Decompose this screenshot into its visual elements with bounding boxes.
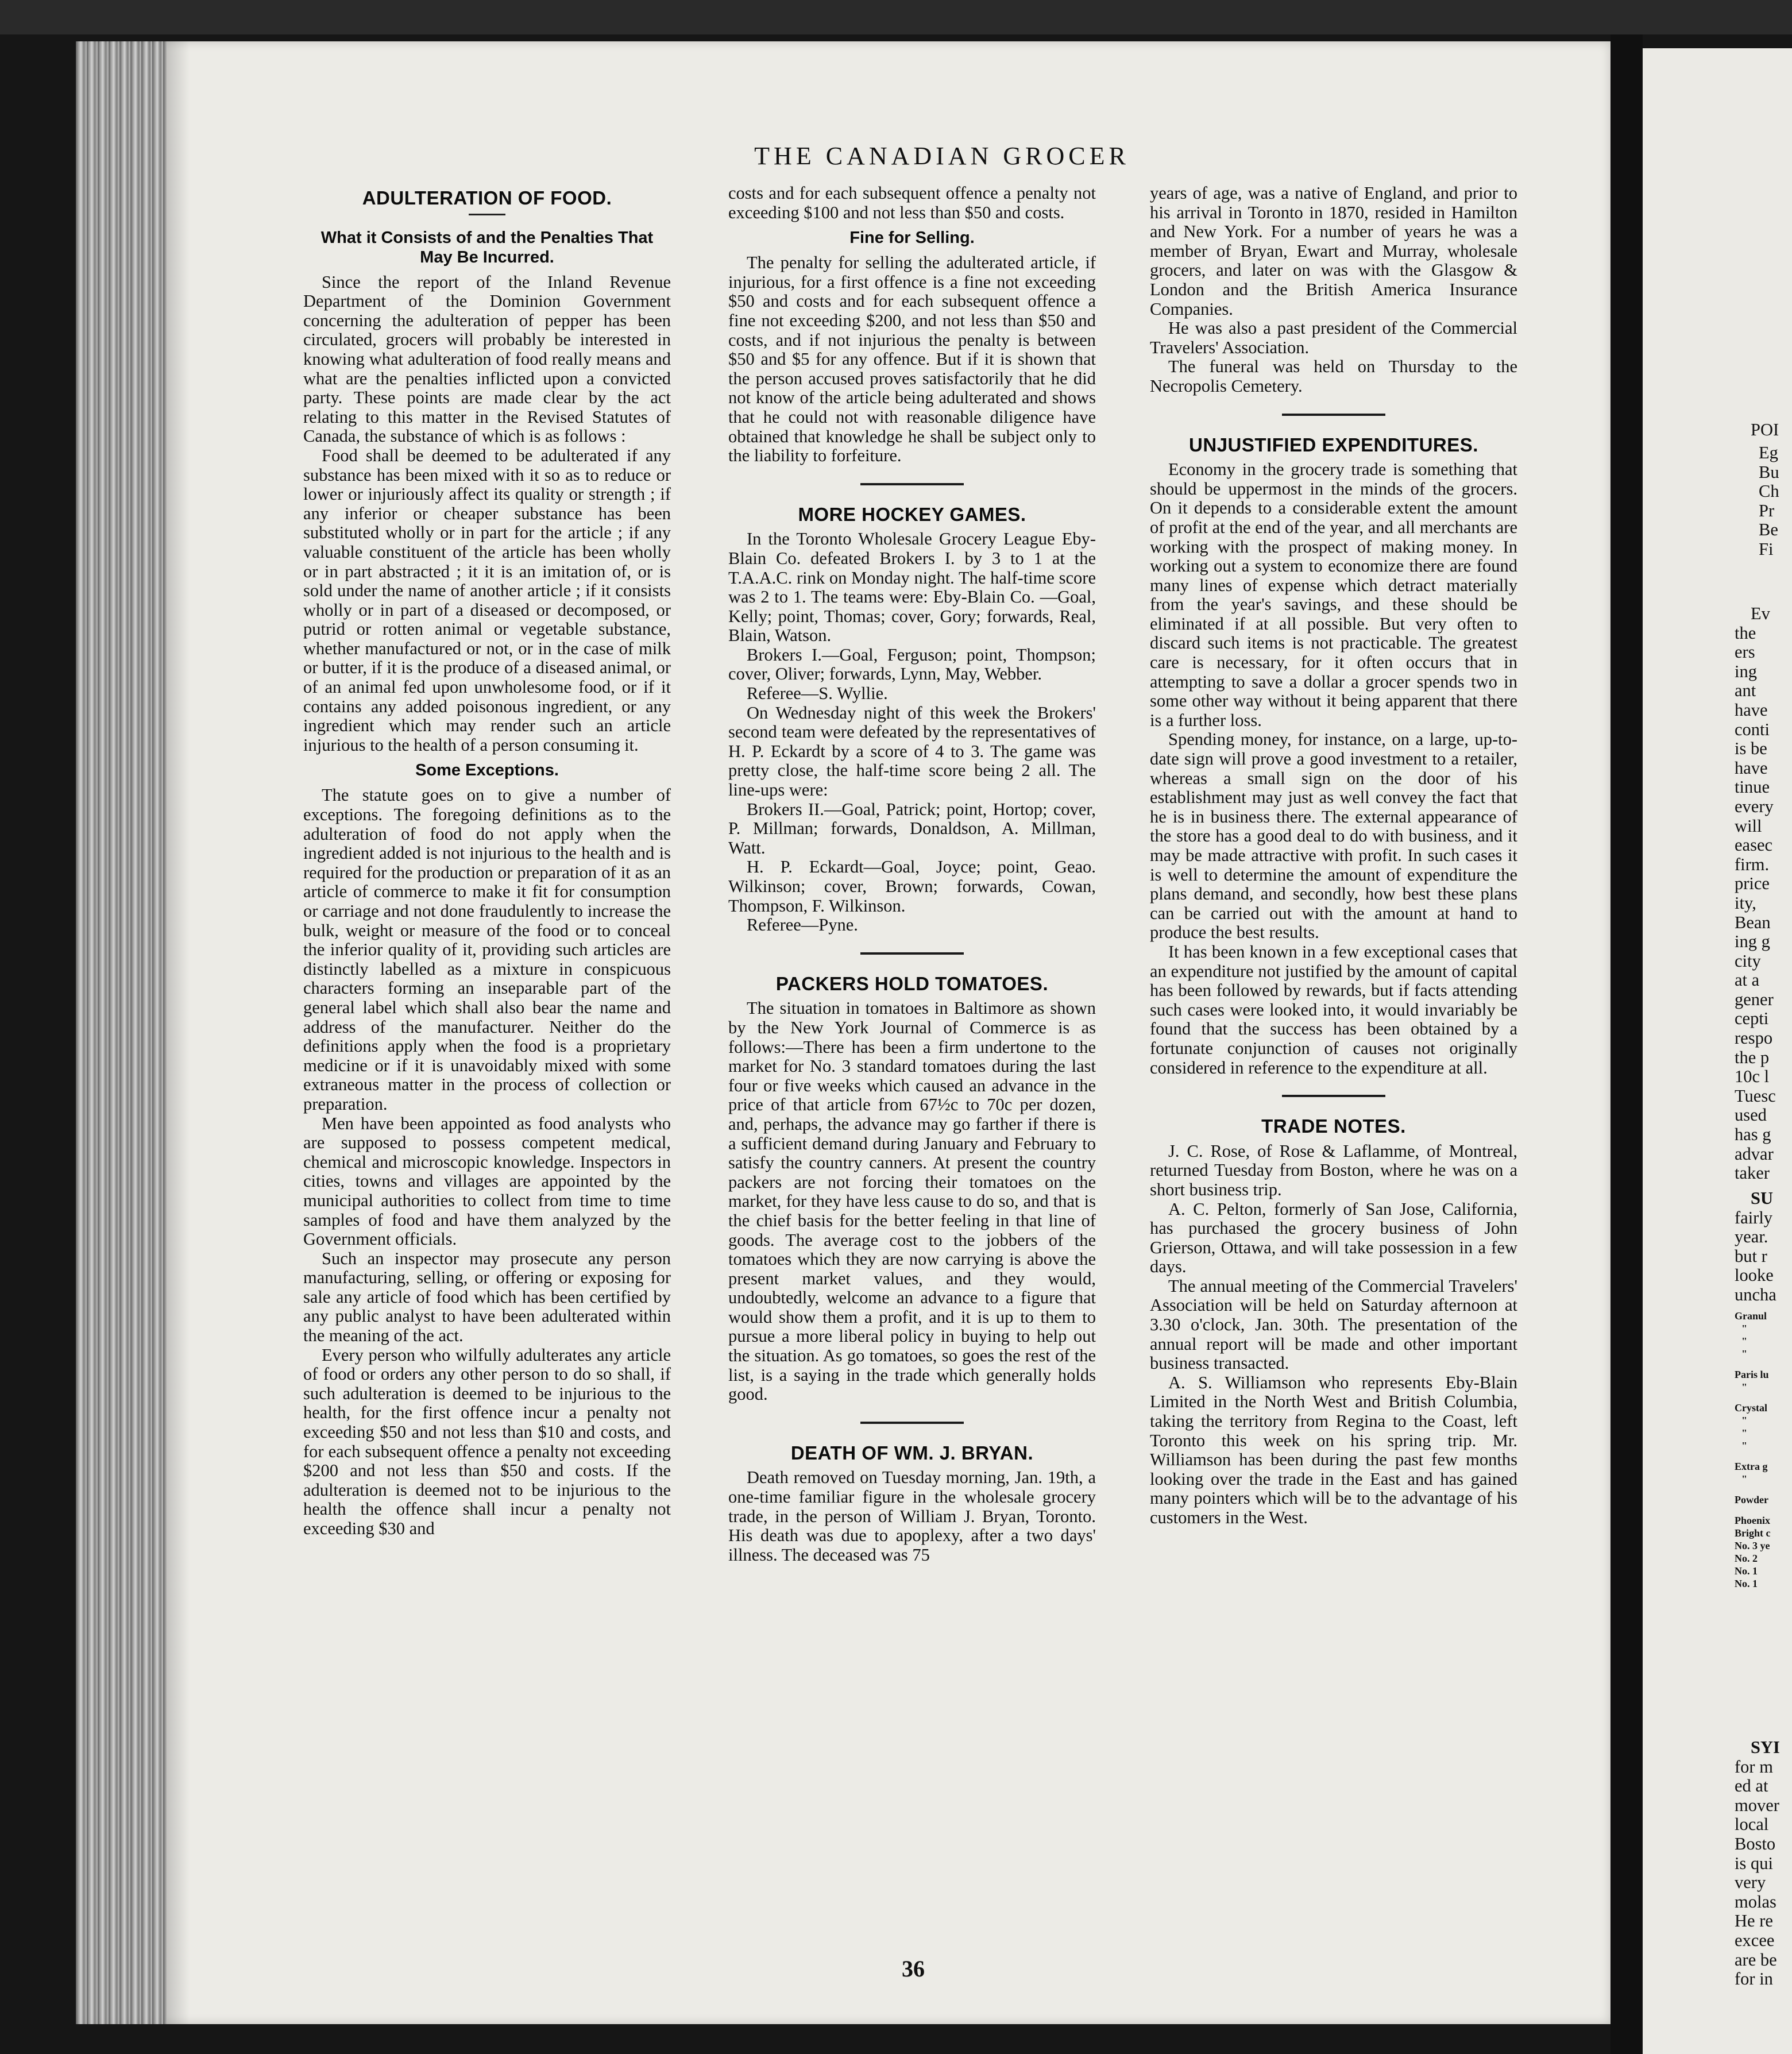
fragment-line: the p — [1735, 1047, 1770, 1067]
fragment-line: used — [1735, 1105, 1767, 1125]
fragment-line: Bean — [1735, 912, 1771, 932]
article-paragraph: The annual meeting of the Commercial Travelers' Association will be held on Saturday afternoon at 3.30 o'clock, Jan. 30th. The presentation of the annual report will be made and other important business transacted. — [1150, 1276, 1517, 1373]
article-continuation: costs and for each subsequent offence a penalty not exceeding $100 and not less than $50 and costs. — [728, 183, 1096, 222]
article-paragraph: The funeral was held on Thursday to the Necropolis Cemetery. — [1150, 357, 1517, 396]
page-number: 36 — [902, 1956, 925, 1982]
fragment-line: Bright c — [1735, 1527, 1771, 1539]
facing-fragment-list — [1759, 443, 1779, 559]
fragment-line: Phoenix — [1735, 1515, 1771, 1526]
fragment-line: price — [1735, 874, 1770, 894]
fragment-line: No. 3 ye — [1735, 1540, 1770, 1551]
fragment-line: is be — [1735, 739, 1767, 759]
fragment-line: year. — [1735, 1227, 1768, 1247]
column-1 — [303, 184, 671, 1539]
fragment-line: conti — [1735, 719, 1770, 739]
fragment-line: the — [1735, 623, 1756, 643]
article-paragraph: Food shall be deemed to be adulterated if any substance has been mixed with it so as to reduce or lower or injuriously affect its quality or strength ; if any inferior or cheaper substance has been substituted wholly or in part for the article ; if any valuable constituent of the article has been wholly or in part abstracted ; it it is an imitation of, or is sold under the name of another article ; if it consists wholly or in part of a diseased or decomposed, or putrid or rotten animal or vegetable substance, whether manufactured or not, or in the case of milk or butter, if it is the produce of a diseased animal, or of an animal fed upon unwholesome food, or if it contains any added poisonous ingredient, or any ingredient which may render such an article injurious to the health of a person consuming it. — [303, 445, 671, 755]
fragment-line: advar — [1735, 1144, 1774, 1164]
fragment-line: easec — [1735, 835, 1773, 855]
section-rule — [1282, 414, 1385, 416]
facing-page-fragment — [1643, 48, 1792, 2054]
subhead-exceptions: Some Exceptions. — [415, 761, 559, 780]
fragment-line: tinue — [1735, 777, 1770, 797]
fragment-line: uncha — [1735, 1284, 1776, 1304]
subhead-fine-for-selling: Fine for Selling. — [849, 229, 975, 248]
headline-hockey: MORE HOCKEY GAMES. — [798, 503, 1026, 525]
article-paragraph: Brokers I.—Goal, Ferguson; point, Thompson; cover, Oliver; forwards, Lynn, May, Webber. — [728, 644, 1096, 684]
fragment-line: Granul — [1735, 1310, 1767, 1322]
fragment-line: at a — [1735, 970, 1760, 990]
fragment-line: Extra g — [1735, 1461, 1768, 1472]
fragment-line: respo — [1735, 1028, 1773, 1048]
fragment-line: Be — [1759, 520, 1778, 540]
fragment-line: ers — [1735, 642, 1755, 662]
article-paragraph: Such an inspector may prosecute any person manufacturing, selling, or offering or exposing for sale any article of food which has been certified by any public analyst to have been adulterated within the meaning of the act. — [303, 1248, 671, 1346]
article-paragraph: The situation in tomatoes in Baltimore as shown by the New York Journal of Commerce is as follows:—There has been a firm undertone to the market for No. 3 standard tomatoes during the last four or five weeks which caused an advance in the price of that article from 67½c to 70c per dozen, and, perhaps, the advance may go farther if there is a sufficient demand during January and February to satisfy the country canners. At present the country packers are not forcing their tomatoes on the market, for they have less cause to do so, and that is the chief basis for the better feeling in that line of goods. The average cost to the jobbers of the tomatoes which they are now carrying is above the present market values, and they would, undoubtedly, welcome an advance to a figure that would show them a profit, and it is up to them to pursue a more liberal policy in buying to help out the situation. As go tomatoes, so goes the rest of the list, is a saying in the trade which generally holds good. — [728, 998, 1096, 1404]
article-paragraph: J. C. Rose, of Rose & Laflamme, of Montreal, returned Tuesday from Boston, where he was on a short business trip. — [1150, 1141, 1517, 1199]
column-3 — [1150, 184, 1517, 1528]
column-2 — [728, 184, 1096, 1565]
article-paragraph: The penalty for selling the adulterated article, if injurious, for a first offence is a fine not exceeding $50 and costs and for each subsequent offence a fine not exceeding $200, and not less than $50 and costs, and if not injurious the penalty is between $50 and $5 for any offence. But if it is shown that the person accused proves satisfactorily that he did not know of the article being adulterated and shows that he could not with reasonable diligence have obtained that knowledge he shall be subject only to the liability to forfeiture. — [728, 253, 1096, 466]
fragment-line: ed at — [1735, 1776, 1768, 1796]
article-paragraph: Men have been appointed as food analysts who are supposed to possess competent medical, chemical and microscopic knowledge. Inspectors in cities, towns and villages are appointed by the municipal authorities to collect from time to time samples of food and have them analyzed by the Government officials. — [303, 1113, 671, 1249]
facing-fragment-su — [1735, 1189, 1776, 1305]
headline-adulteration: ADULTERATION OF FOOD. — [362, 187, 612, 209]
article-paragraph: Referee—Pyne. — [747, 915, 858, 935]
article-paragraph: Every person who wilfully adulterates any article of food or orders any other person to do so shall, if such adulteration is deemed to be injurious to the health, for the first offence incur a penalty not exceeding $50 and not less than $10 and costs, and for each subsequent offence a penalty not exceeding $200 and not less than $50 and costs. If the adulteration is deemed not to be injurious to the health the offence shall incur a penalty not exceeding $30 and — [303, 1345, 671, 1538]
fragment-line: excee — [1735, 1930, 1775, 1950]
fragment-line: Powder — [1735, 1494, 1768, 1505]
fragment-line: " — [1741, 1323, 1747, 1334]
article-paragraph: On Wednesday night of this week the Brokers' second team were defeated by the representatives of H. P. Eckardt by a score of 4 to 3. The game was pretty close, the half-time score being 2 all. The line-ups were: — [728, 702, 1096, 800]
fragment-line: ity, — [1735, 893, 1756, 913]
binding-shadow — [167, 41, 190, 2024]
article-paragraph: Brokers II.—Goal, Patrick; point, Hortop; cover, P. Millman; forwards, Donaldson, A. Millman, Watt. — [728, 799, 1096, 858]
fragment-line: " — [1741, 1335, 1747, 1347]
fragment-line: mover — [1735, 1795, 1779, 1815]
running-head: THE CANADIAN GROCER — [754, 142, 1130, 170]
fragment-line: cepti — [1735, 1009, 1769, 1029]
fragment-line: Eg — [1759, 443, 1778, 462]
article-paragraph: Spending money, for instance, on a large, up-to-date sign will prove a good investment to a retailer, whereas a small sign on the door of his establishment may just as well convey the fact that he is in business there. The external appearance of the store has a good deal to do with business, and it may be made attractive with profit. In such cases it is well to determine the amount of expenditure the plans demand, and secondly, how best these plans can be carried out with the amount at hand to produce the best results. — [1150, 729, 1517, 943]
fragment-line: Fi — [1759, 539, 1774, 559]
article-paragraph: Referee—S. Wyllie. — [747, 684, 888, 704]
page-binding-edge — [76, 41, 167, 2024]
fragment-line: No. 1 — [1735, 1565, 1758, 1577]
fragment-line: fairly — [1735, 1207, 1773, 1227]
article-paragraph: The statute goes on to give a number of exceptions. The foregoing definitions as to the adulteration of food do not apply when the ingredient added is not injurious to the health and is required for the production or preparation of it as an article of commerce to make it fit for consumption or carriage and not done fraudulently to increase the bulk, weight or measure of the food or to conceal the inferior quality of it, providing such articles are distinctly labelled as a mixture in conspicuous characters forming an inseparable part of the general label which shall also bear the name and address of the manufacturer. Neither do the definitions apply when the food is a proprietary medicine or if it is unavoidably mixed with some extraneous matter in the process of collection or preparation. — [303, 785, 671, 1114]
fragment-line: ing g — [1735, 932, 1770, 952]
fragment-line: firm. — [1735, 854, 1770, 874]
fragment-line: have — [1735, 758, 1768, 778]
fragment-line: for m — [1735, 1756, 1773, 1777]
fragment-line: Ch — [1759, 481, 1779, 501]
fragment-line: looke — [1735, 1265, 1774, 1285]
fragment-line: is qui — [1735, 1853, 1773, 1873]
fragment-line: " — [1741, 1473, 1747, 1485]
headline-tomatoes: PACKERS HOLD TOMATOES. — [775, 972, 1049, 994]
article-paragraph: H. P. Eckardt—Goal, Joyce; point, Geao. Wilkinson; cover, Brown; forwards, Cowan, Thompson, F. Wilkinson. — [728, 857, 1096, 916]
fragment-line: Crystal — [1735, 1402, 1767, 1414]
fragment-line: " — [1741, 1427, 1747, 1439]
fragment-line: Bu — [1759, 462, 1779, 482]
fragment-line: every — [1735, 796, 1774, 816]
section-rule — [860, 483, 964, 485]
dash-rule — [469, 214, 505, 215]
fragment-line: " — [1741, 1415, 1747, 1426]
fragment-line: " — [1741, 1381, 1747, 1393]
fragment-line: " — [1741, 1348, 1747, 1360]
fragment-line: city — [1735, 951, 1761, 971]
fragment-line: has g — [1735, 1125, 1771, 1145]
section-rule — [860, 1422, 964, 1424]
page-gap — [1611, 34, 1643, 2054]
fragment-line: will — [1735, 816, 1762, 836]
fragment-line: taker — [1735, 1163, 1770, 1183]
fragment-line: but r — [1735, 1246, 1767, 1266]
fragment-line: ing — [1735, 661, 1757, 681]
article-paragraph: Death removed on Tuesday morning, Jan. 19th, a one-time familiar figure in the wholesale grocery trade, in the person of William J. Bryan, Toronto. His death was due to apoplexy, after a two days' illness. The deceased was 75 — [728, 1468, 1096, 1565]
fragment-line: No. 2 — [1735, 1553, 1758, 1564]
section-rule — [1282, 1095, 1385, 1097]
section-rule — [860, 952, 964, 955]
article-paragraph: Economy in the grocery trade is something that should be uppermost in the minds of the grocers. On it depends to a considerable extent the amount of profit at the end of the year, and all merchants are working with the prospect of making money. In working out a system to economize there are found many lines of expense which detract materially from the year's savings, and these should be eliminated if at all possible. But very often to discard such items is not practicable. The greatest care is necessary, for it often occurs that in attempting to save a dollar a grocer spends two in some other way without it being apparent that there is a further loss. — [1150, 460, 1517, 730]
fragment-line: He re — [1735, 1911, 1773, 1931]
headline-expenditures: UNJUSTIFIED EXPENDITURES. — [1189, 434, 1478, 455]
fragment-line: SU — [1751, 1188, 1773, 1208]
scan-background-top — [0, 0, 1792, 34]
article-continuation: years of age, was a native of England, and prior to his arrival in Toronto in 1870, resided in Hamilton and New York. For a number of years he was a member of Bryan, Ewart and Murray, wholesale grocers, and later on was with the Glasgow & London and the British America Insurance Companies. — [1150, 183, 1517, 319]
fragment-line: Bosto — [1735, 1833, 1776, 1854]
fragment-line: for in — [1735, 1969, 1773, 1989]
headline-bryan: DEATH OF WM. J. BRYAN. — [790, 1442, 1034, 1464]
fragment-line: local — [1735, 1814, 1769, 1835]
fragment-line: very — [1735, 1872, 1766, 1893]
subhead-adulteration: What it Consists of and the Penalties That May Be Incurred. — [320, 228, 654, 267]
fragment-line: POI — [1751, 420, 1779, 439]
article-paragraph: He was also a past president of the Commercial Travelers' Association. — [1150, 318, 1517, 357]
headline-trade-notes: TRADE NOTES. — [1261, 1115, 1406, 1137]
fragment-line: ant — [1735, 681, 1756, 701]
article-paragraph: In the Toronto Wholesale Grocery League Eby-Blain Co. defeated Brokers I. by 3 to 1 at the T.A.A.C. rink on Monday night. The half-time score was 2 to 1. The teams were: Eby-Blain Co. —Goal, Kelly; point, Thomas; cover, Gory; forwards, Real, Blain, Watson. — [728, 529, 1096, 646]
fragment-line: SYI — [1751, 1738, 1780, 1757]
article-paragraph: A. C. Pelton, formerly of San Jose, California, has purchased the grocery business of John Grierson, Ottawa, and will take possession in a few days. — [1150, 1199, 1517, 1277]
article-paragraph: It has been known in a few exceptional cases that an expenditure not justified by the amount of capital has been followed by rewards, but if facts attending such cases were looked into, it would invariably be found that the success has been obtained by a fortunate conjunction of causes not originally considered in reference to the expenditure at all. — [1150, 941, 1517, 1078]
fragment-line: molas — [1735, 1891, 1776, 1912]
fragment-line: " — [1741, 1440, 1747, 1451]
fragment-line: Pr — [1759, 500, 1775, 520]
facing-fragment-top — [1751, 420, 1779, 440]
fragment-line: Tuesc — [1735, 1086, 1776, 1106]
fragment-line: gener — [1735, 989, 1774, 1009]
fragment-line: No. 1 — [1735, 1578, 1758, 1589]
article-paragraph: Since the report of the Inland Revenue Department of the Dominion Government concerning the adulteration of pepper has been circulated, grocers will probably be interested in knowing what adulteration of food really means and what are the penalties inflicted upon a convicted party. These points are made clear by the act relating to this matter in the Revised Statutes of Canada, the substance of which is as follows : — [303, 272, 671, 446]
fragment-line: 10c l — [1735, 1067, 1770, 1087]
facing-fragment-price-table — [1735, 1310, 1771, 1590]
fragment-line: Ev — [1751, 604, 1770, 623]
facing-fragment-body — [1735, 604, 1776, 1183]
fragment-line: have — [1735, 700, 1768, 720]
article-paragraph: A. S. Williamson who represents Eby-Blain Limited in the North West and British Columbia, taking the territory from Regina to the Coast, left Toronto this week on his spring trip. Mr. Williamson has been during the past few months looking over the trade in the East and has gained many pointers which will be to the advantage of his customers in the West. — [1150, 1372, 1517, 1527]
fragment-line: Paris lu — [1735, 1369, 1769, 1380]
facing-fragment-sy — [1735, 1738, 1780, 1989]
fragment-line: are be — [1735, 1949, 1777, 1970]
